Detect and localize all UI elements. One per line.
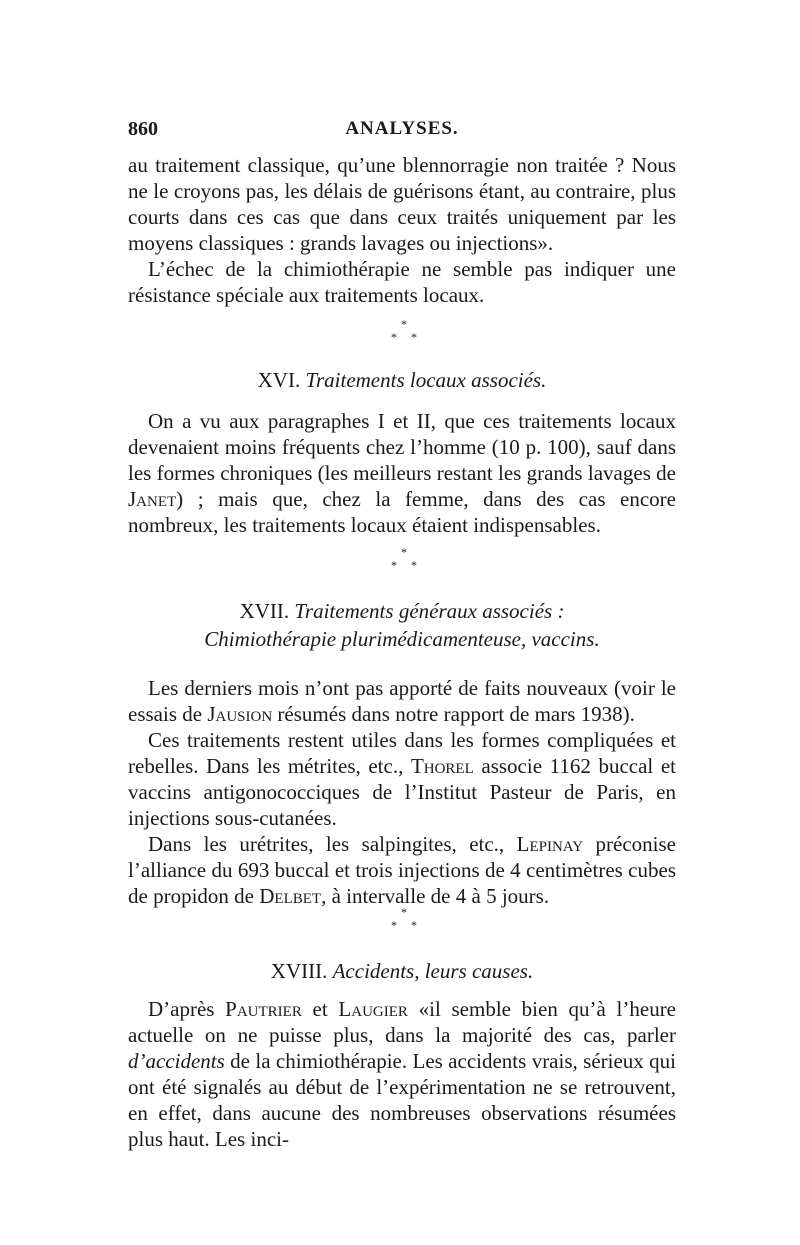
running-head: ANALYSES. [345, 118, 459, 139]
section-title-xvi: XVI. Traitements locaux associés. [257, 368, 547, 392]
section-separator: * ** [391, 545, 431, 572]
paragraph: Les derniers mois n’ont pas apporté de faits nouveaux (voir le essais de Jausion résumés dans notre rapport de mars 1938). [128, 676, 676, 726]
author-name: Pautrier [225, 997, 302, 1021]
paragraph: au traitement classique, qu’une blennorragie non traitée ? Nous ne le croyons pas, les délais de guérisons étant, au contraire, plus courts dans ces cas que dans ceux traités uniquement par les moyens classiques : grands lavages ou injections». [128, 153, 676, 255]
author-name: Jausion [207, 702, 273, 726]
section-xviii-body [128, 996, 676, 1152]
paragraph: L’échec de la chimiothérapie ne semble pas indiquer une résistance spéciale aux traitements locaux. [128, 257, 676, 307]
section-xvii-body [128, 675, 676, 909]
paragraph: On a vu aux paragraphes I et II, que ces traitements locaux devenaient moins fréquents chez l’homme (10 p. 100), sauf dans les formes chroniques (les meilleurs restant les grands lavages de Janet) ; mais que, chez la femme, dans des cas encore nombreux, les traitements locaux étaient indispensables. [128, 409, 676, 537]
paragraph: D’après Pautrier et Laugier «il semble bien qu’à l’heure actuelle on ne puisse plus, dans la majorité des cas, parler d’accidents de la chimiothérapie. Les accidents vrais, sérieux qui ont été signalés au début de l’expérimentation ne se retrouvent, en effet, dans aucune des nombreuses observations résumées plus haut. Les inci- [128, 997, 677, 1151]
section-title-xviii: XVIII. Accidents, leurs causes. [270, 959, 534, 983]
author-name: Laugier [338, 997, 408, 1021]
section-separator: * ** [391, 317, 431, 344]
author-name: Thorel [410, 754, 474, 778]
paragraph: Dans les urétrites, les salpingites, etc., Lepinay préconise l’alliance du 693 buccal et trois injections de 4 centimètres cubes de propidon de Delbet, à intervalle de 4 à 5 jours. [128, 832, 676, 908]
continuation-block [128, 152, 676, 308]
page-header [128, 118, 676, 146]
paragraph: Ces traitements restent utiles dans les formes compliquées et rebelles. Dans les métrites, etc., Thorel associe 1162 buccal et vaccins antigonococciques de l’Institut Pasteur de Paris, en injections sous-cutanées. [128, 728, 676, 830]
section-subtitle-xvii: Chimiothérapie plurimédicamenteuse, vaccins. [204, 627, 600, 651]
author-name: Janet [128, 487, 177, 511]
author-name: Delbet [259, 884, 322, 908]
page-number: 860 [128, 118, 158, 140]
author-name: Lepinay [516, 832, 584, 856]
section-separator: * ** [391, 905, 431, 932]
section-title-xvii: XVII. Traitements généraux associés : [239, 599, 565, 623]
section-xvi-body [128, 408, 676, 538]
